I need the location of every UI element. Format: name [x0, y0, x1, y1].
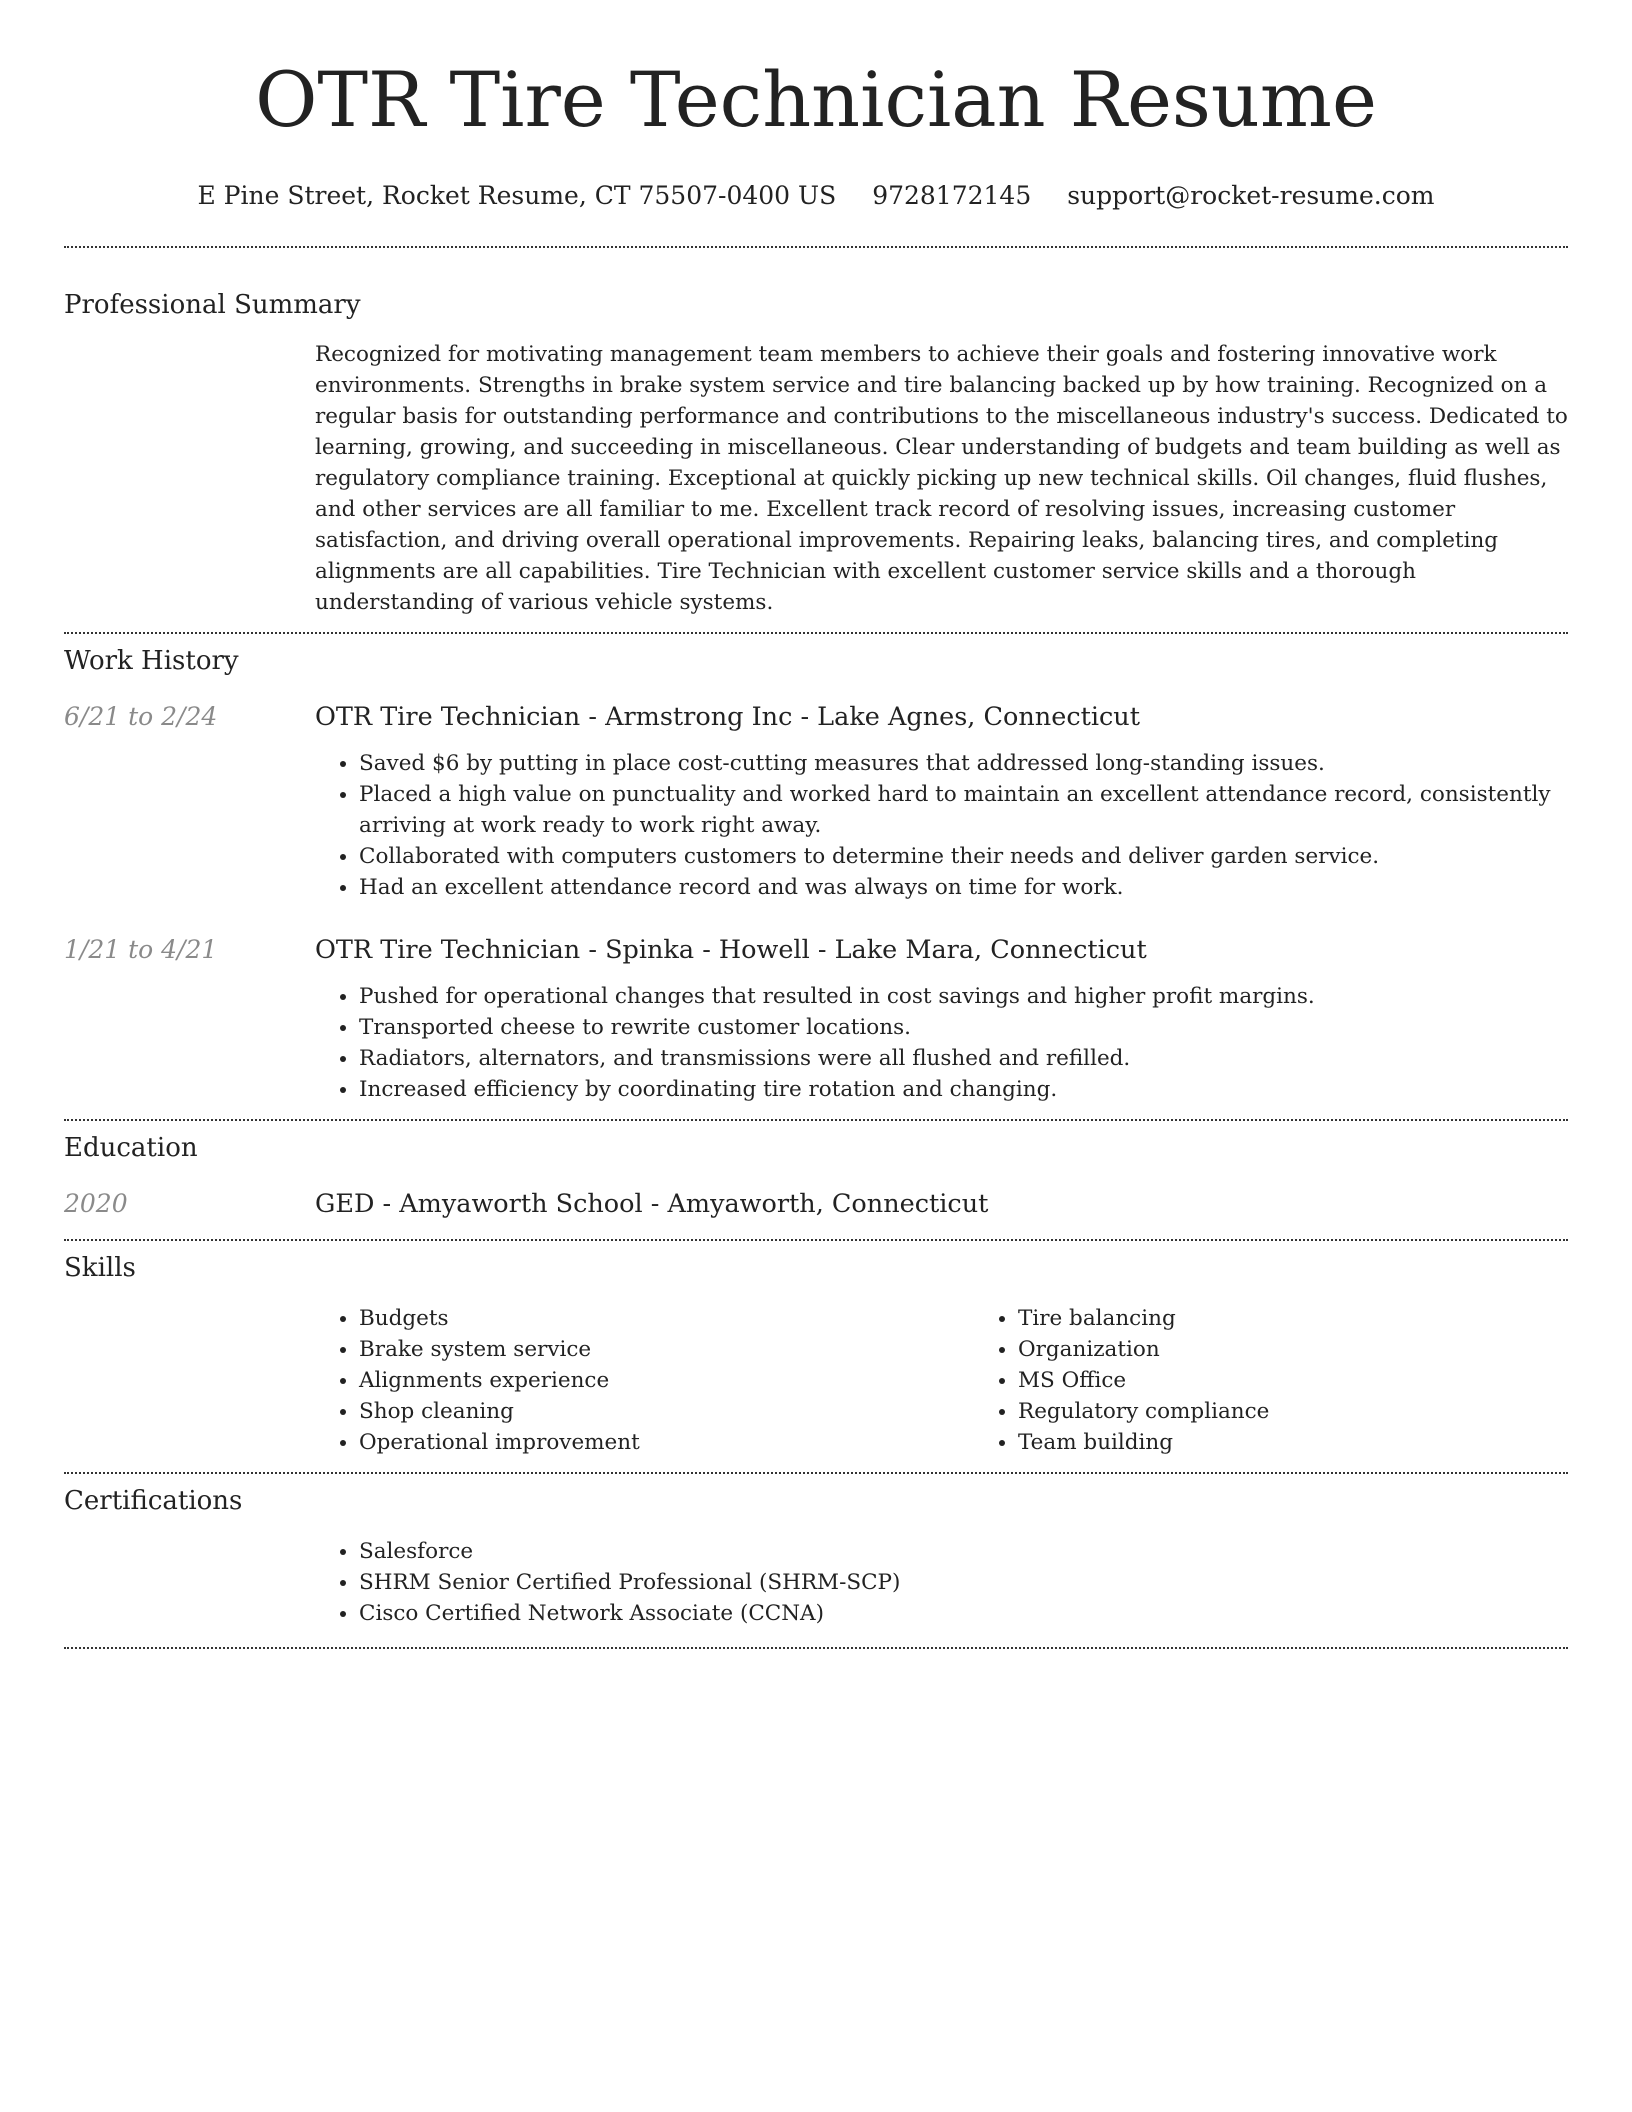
skills-list-right: [974, 1303, 1632, 1458]
job-entry: [64, 933, 1568, 1105]
divider: [64, 1119, 1568, 1121]
job-bullet: • Transported cheese to rewrite customer locations.: [359, 1012, 1568, 1043]
job-bullet: • Placed a high value on punctuality and worked hard to maintain an excellent attendance record, consistently arriving at work ready to work right away.: [359, 779, 1568, 841]
summary-text: Recognized for motivating management team members to achieve their goals and fostering innovative work environments. Strengths in brake system service and tire balancing backed up by how training. Recognized on a regular basis for outstanding performance and contributions to the miscellaneous industry's success. Dedicated to learning, growing, and succeeding in miscellaneous. Clear understanding of budgets and team building as well as regulatory compliance training. Exceptional at quickly picking up new technical skills. Oil changes, fluid flushes, and other services are all familiar to me. Excellent track record of resolving issues, increasing customer satisfaction, and driving overall operational improvements. Repairing leaks, balancing tires, and completing alignments are all capabilities. Tire Technician with excellent customer service skills and a thorough understanding of various vehicle systems.: [315, 342, 1568, 615]
skill-item: • Brake system service: [359, 1334, 974, 1365]
summary-spacer: [64, 339, 315, 618]
job-bullets-row: [64, 748, 1568, 903]
job-entry: [64, 700, 1568, 903]
certifications-spacer: [64, 1536, 315, 1629]
resume-page: [64, 0, 1568, 1649]
job-bullet: • Collaborated with computers customers to determine their needs and deliver garden service.: [359, 841, 1568, 872]
certifications-row: [64, 1536, 1568, 1629]
skills-list-left: [315, 1303, 974, 1458]
job-heading: OTR Tire Technician - Spinka - Howell - Lake Mara, Connecticut: [315, 935, 1147, 965]
job-bullets-row: [64, 981, 1568, 1105]
certifications-section: [64, 1484, 1568, 1629]
certifications-list: [315, 1536, 1568, 1629]
job-spacer: [64, 981, 315, 1105]
summary-heading: Professional Summary: [64, 290, 361, 320]
skill-item: • Shop cleaning: [359, 1396, 974, 1427]
job-bullet-list: [315, 981, 1568, 1105]
skill-item: • Operational improvement: [359, 1427, 974, 1458]
education-heading-text: GED - Amyaworth School - Amyaworth, Connecticut: [315, 1189, 989, 1219]
job-bullet: • Pushed for operational changes that resulted in cost savings and higher profit margins.: [359, 981, 1568, 1012]
skills-grid: [315, 1303, 1632, 1458]
divider: [64, 246, 1568, 248]
certification-item: • SHRM Senior Certified Professional (SHRM-SCP): [359, 1567, 1568, 1598]
work-history-heading: Work History: [64, 646, 239, 676]
skills-spacer: [64, 1303, 315, 1458]
skill-item: • Budgets: [359, 1303, 974, 1334]
education-section: [64, 1131, 1568, 1221]
contact-address: E Pine Street, Rocket Resume, CT 75507-0400 US: [197, 181, 837, 210]
education-heading: Education: [64, 1133, 198, 1163]
job-bullet: • Saved $6 by putting in place cost-cutting measures that addressed long-standing issues.: [359, 748, 1568, 779]
divider: [64, 1472, 1568, 1474]
job-spacer: [64, 748, 315, 903]
summary-body: [315, 339, 1568, 618]
work-history-section: [64, 644, 1568, 1105]
job-dates: 6/21 to 2/24: [64, 702, 218, 731]
skill-item: • Tire balancing: [1018, 1303, 1632, 1334]
skills-row: [64, 1303, 1568, 1458]
certification-item: • Cisco Certified Network Associate (CCNA): [359, 1598, 1568, 1629]
contact-email: support@rocket-resume.com: [1067, 181, 1435, 210]
contact-line: [64, 180, 1568, 212]
skill-item: • Organization: [1018, 1334, 1632, 1365]
job-bullet: • Had an excellent attendance record and was always on time for work.: [359, 872, 1568, 903]
job-bullet: • Radiators, alternators, and transmissions were all flushed and refilled.: [359, 1043, 1568, 1074]
divider: [64, 632, 1568, 634]
skill-item: • MS Office: [1018, 1365, 1632, 1396]
skill-item: • Team building: [1018, 1427, 1632, 1458]
job-bullet-list: [315, 748, 1568, 903]
education-entry: [64, 1187, 1568, 1221]
divider: [64, 1239, 1568, 1241]
job-bullet: • Increased efficiency by coordinating tire rotation and changing.: [359, 1074, 1568, 1105]
summary-section: [64, 288, 1568, 618]
skill-item: • Regulatory compliance: [1018, 1396, 1632, 1427]
contact-phone: 9728172145: [872, 181, 1032, 210]
certifications-heading: Certifications: [64, 1486, 243, 1516]
summary-row: [64, 339, 1568, 618]
job-dates: 1/21 to 4/21: [64, 935, 218, 964]
skills-heading: Skills: [64, 1253, 136, 1283]
resume-title: OTR Tire Technician Resume: [255, 55, 1377, 144]
divider: [64, 1647, 1568, 1649]
job-heading: OTR Tire Technician - Armstrong Inc - Lake Agnes, Connecticut: [315, 702, 1140, 732]
education-year: 2020: [64, 1189, 128, 1218]
skills-section: [64, 1251, 1568, 1458]
certification-item: • Salesforce: [359, 1536, 1568, 1567]
skill-item: • Alignments experience: [359, 1365, 974, 1396]
job-header-row: [64, 933, 1568, 967]
job-header-row: [64, 700, 1568, 734]
